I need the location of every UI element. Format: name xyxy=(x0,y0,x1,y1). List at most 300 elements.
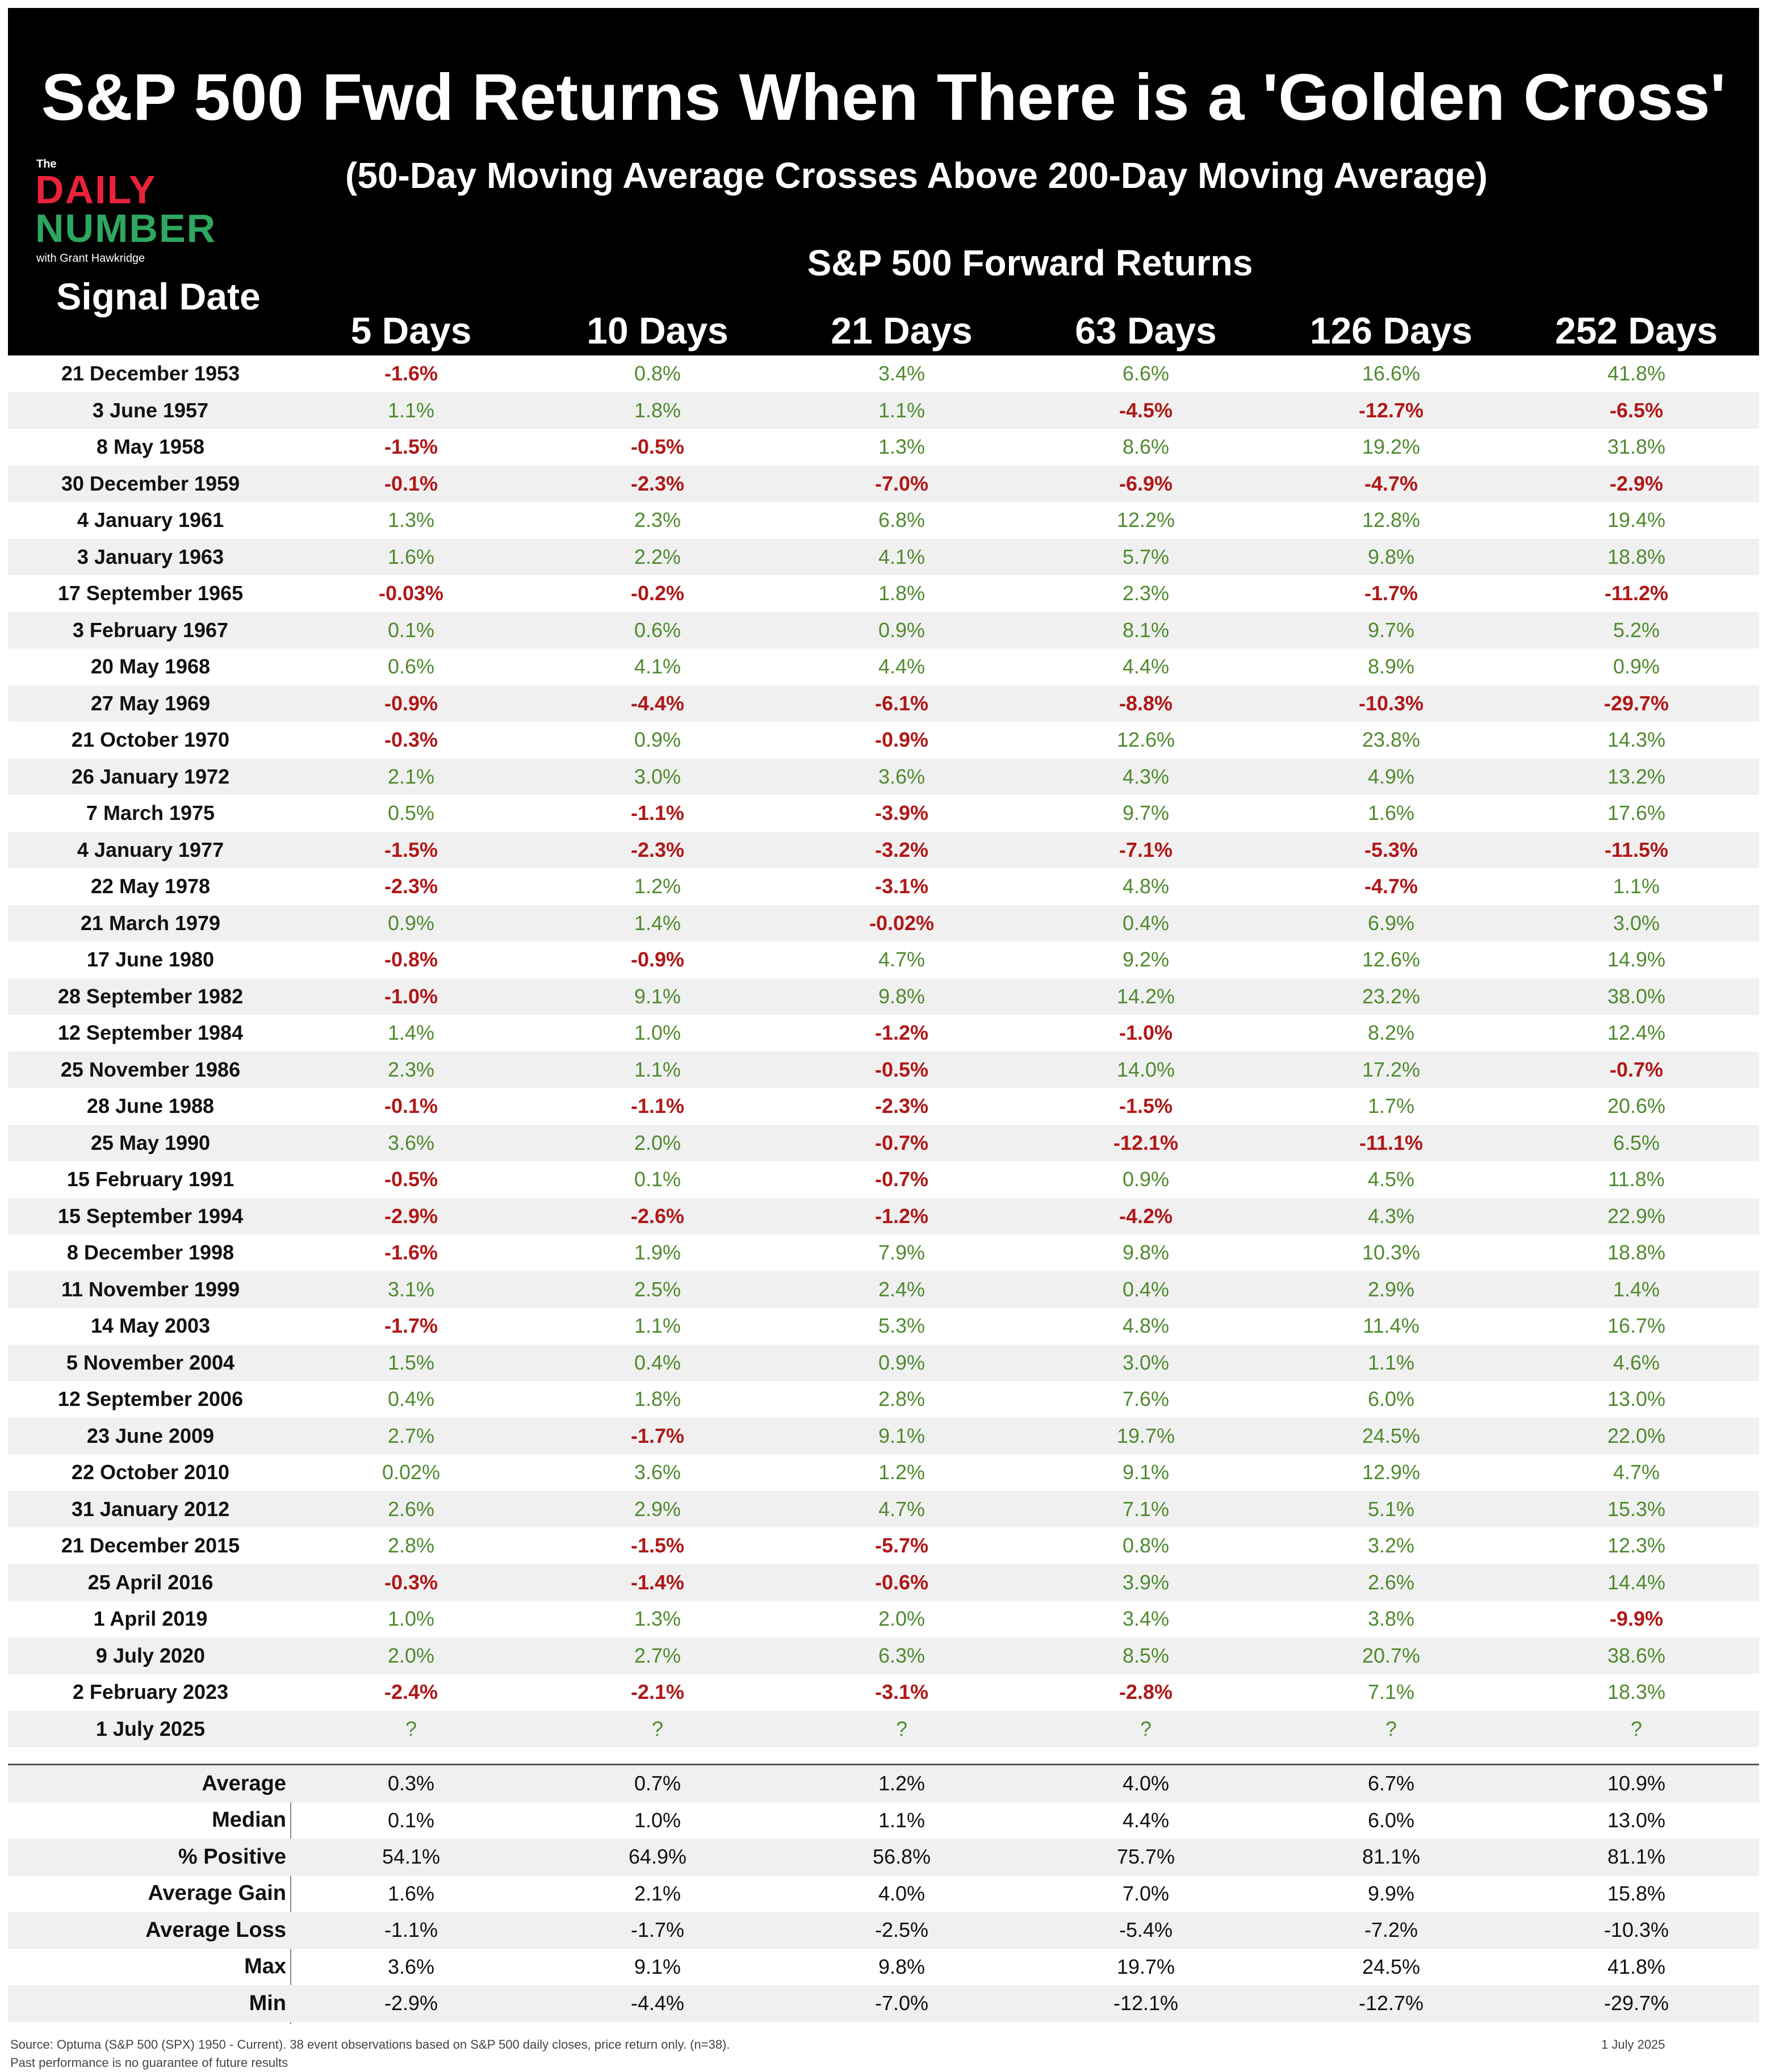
return-cell: 38.6% xyxy=(1607,1643,1666,1667)
signal-date-cell: 28 September 1982 xyxy=(57,984,244,1008)
return-cell: 2.0% xyxy=(634,1131,681,1154)
return-cell: 1.1% xyxy=(634,1314,681,1338)
forward-returns-title: S&P 500 Forward Returns xyxy=(807,242,1253,283)
return-cell: -2.1% xyxy=(630,1680,685,1704)
return-cell: 2.7% xyxy=(634,1643,681,1667)
return-cell: -4.5% xyxy=(1119,398,1173,422)
return-cell: 1.3% xyxy=(878,435,926,459)
signal-date-cell: 23 June 2009 xyxy=(86,1424,215,1447)
return-cell: 14.2% xyxy=(1116,984,1175,1008)
return-cell: 2.5% xyxy=(634,1277,681,1301)
return-cell: -6.1% xyxy=(874,691,929,715)
return-cell: 0.9% xyxy=(878,1350,926,1374)
return-cell: 0.4% xyxy=(387,1387,435,1411)
return-cell: 14.0% xyxy=(1116,1057,1175,1081)
return-cell: -3.9% xyxy=(874,801,929,825)
return-cell: -0.03% xyxy=(378,581,444,605)
return-cell: -29.7% xyxy=(1603,691,1669,715)
return-cell: 3.6% xyxy=(387,1131,435,1154)
return-cell: -1.6% xyxy=(384,362,438,386)
return-cell: -9.9% xyxy=(1609,1607,1664,1631)
table-row xyxy=(8,355,1759,392)
stats-value: 13.0% xyxy=(1607,1808,1666,1832)
signal-date-cell: 12 September 1984 xyxy=(57,1021,244,1045)
return-cell: 1.2% xyxy=(634,874,681,898)
return-cell: -10.3% xyxy=(1358,691,1424,715)
return-cell: 11.4% xyxy=(1363,1314,1420,1338)
table-row xyxy=(8,502,1759,539)
return-cell: -2.4% xyxy=(384,1680,438,1704)
return-cell: 7.1% xyxy=(1367,1680,1415,1704)
table-row xyxy=(8,1015,1759,1052)
return-cell: 8.5% xyxy=(1122,1643,1170,1667)
table-row xyxy=(8,722,1759,759)
return-cell: 3.6% xyxy=(878,764,926,788)
signal-date-cell: 4 January 1977 xyxy=(77,838,224,861)
return-cell: 9.2% xyxy=(1122,948,1170,972)
return-cell: 1.2% xyxy=(878,1460,926,1484)
table-row xyxy=(8,795,1759,832)
return-cell: 4.6% xyxy=(1613,1350,1660,1374)
column-header: 252 Days xyxy=(1555,309,1718,351)
table-row xyxy=(8,1711,1759,1748)
return-cell: 4.7% xyxy=(1613,1460,1660,1484)
return-cell: -1.2% xyxy=(874,1021,929,1045)
return-cell: 18.3% xyxy=(1607,1680,1666,1704)
return-cell: -4.4% xyxy=(630,691,685,715)
return-cell: 23.2% xyxy=(1362,984,1421,1008)
signal-date-cell: 20 May 1968 xyxy=(90,655,211,679)
return-cell: 14.3% xyxy=(1607,728,1666,752)
signal-date-cell: 3 February 1967 xyxy=(72,618,229,642)
signal-date-cell: 1 July 2025 xyxy=(95,1717,206,1740)
return-cell: 0.4% xyxy=(1122,1277,1170,1301)
stats-row xyxy=(8,1985,1759,2022)
return-cell: -2.3% xyxy=(630,471,685,495)
return-cell: -12.7% xyxy=(1358,398,1424,422)
return-cell: 1.1% xyxy=(634,1057,681,1081)
return-cell: 4.5% xyxy=(1367,1167,1415,1191)
return-cell: 4.7% xyxy=(878,1497,926,1521)
return-cell: 4.7% xyxy=(878,948,926,972)
stats-value: -1.1% xyxy=(384,1918,438,1942)
table-row xyxy=(8,1125,1759,1162)
signal-date-cell: 3 January 1963 xyxy=(77,545,224,568)
return-cell: -0.9% xyxy=(874,728,929,752)
footer-source: Source: Optuma (S&P 500 (SPX) 1950 - Current). 38 event observations based on S&P 500 daily closes, price return only. (n=38). xyxy=(10,2037,730,2052)
return-cell: 2.6% xyxy=(1367,1570,1415,1594)
stats-value: -1.7% xyxy=(630,1918,685,1942)
return-cell: 17.6% xyxy=(1607,801,1666,825)
return-cell: 9.8% xyxy=(878,984,926,1008)
return-cell: 0.8% xyxy=(1122,1534,1170,1558)
stats-label: Median xyxy=(212,1808,286,1832)
return-cell: 3.6% xyxy=(634,1460,681,1484)
signal-date-cell: 21 December 2015 xyxy=(61,1534,240,1558)
return-cell: -3.1% xyxy=(874,874,929,898)
stats-value: 75.7% xyxy=(1116,1845,1175,1869)
signal-date-cell: 12 September 2006 xyxy=(57,1387,244,1411)
stats-row xyxy=(8,1912,1759,1949)
return-cell: -0.5% xyxy=(630,435,685,459)
return-cell: 4.4% xyxy=(878,655,926,679)
return-cell: 3.4% xyxy=(1122,1607,1170,1631)
return-cell: 4.8% xyxy=(1122,1314,1170,1338)
return-cell: 3.0% xyxy=(1122,1350,1170,1374)
stats-label: Min xyxy=(249,1991,286,2015)
stats-value: 10.9% xyxy=(1607,1772,1666,1795)
return-cell: -2.3% xyxy=(630,838,685,861)
table-row xyxy=(8,1564,1759,1601)
table-row xyxy=(8,1198,1759,1235)
return-cell: 1.0% xyxy=(387,1607,435,1631)
column-header: 10 Days xyxy=(587,309,728,351)
return-cell: 2.7% xyxy=(387,1424,435,1447)
return-cell: 19.4% xyxy=(1607,508,1666,532)
return-cell: 0.9% xyxy=(1122,1167,1170,1191)
return-cell: -0.02% xyxy=(869,911,935,935)
stats-value: -2.9% xyxy=(384,1991,438,2015)
return-cell: -0.9% xyxy=(630,948,685,972)
return-cell: -11.2% xyxy=(1604,581,1669,605)
return-cell: 22.9% xyxy=(1607,1204,1666,1228)
stats-value: 4.4% xyxy=(1122,1808,1170,1832)
return-cell: 1.3% xyxy=(634,1607,681,1631)
table-row xyxy=(8,1601,1759,1638)
return-cell: -4.2% xyxy=(1119,1204,1173,1228)
return-cell: ? xyxy=(651,1717,664,1740)
signal-date-cell: 2 February 2023 xyxy=(72,1680,229,1704)
return-cell: -0.3% xyxy=(384,728,438,752)
return-cell: 3.0% xyxy=(1613,911,1660,935)
return-cell: 8.6% xyxy=(1122,435,1170,459)
table-row xyxy=(8,392,1759,429)
return-cell: 0.02% xyxy=(382,1460,441,1484)
signal-date-cell: 4 January 1961 xyxy=(77,508,224,532)
logo-with: with Grant Hawkridge xyxy=(36,252,145,265)
return-cell: -1.5% xyxy=(630,1534,685,1558)
return-cell: -0.9% xyxy=(384,691,438,715)
return-cell: 1.4% xyxy=(387,1021,435,1045)
return-cell: 18.8% xyxy=(1607,1241,1666,1265)
return-cell: 19.2% xyxy=(1362,435,1421,459)
return-cell: 1.8% xyxy=(634,398,681,422)
stats-value: 6.7% xyxy=(1367,1772,1415,1795)
return-cell: 2.8% xyxy=(387,1534,435,1558)
return-cell: -3.1% xyxy=(874,1680,929,1704)
table-row xyxy=(8,612,1759,649)
return-cell: -4.7% xyxy=(1364,874,1418,898)
return-cell: 2.9% xyxy=(1367,1277,1415,1301)
return-cell: 16.6% xyxy=(1362,362,1421,386)
stats-value: 81.1% xyxy=(1607,1845,1666,1869)
return-cell: -1.5% xyxy=(384,435,438,459)
return-cell: 1.4% xyxy=(1613,1277,1660,1301)
footer-disclaimer: Past performance is no guarantee of future results xyxy=(10,2056,288,2070)
signal-date-cell: 17 September 1965 xyxy=(57,581,244,605)
return-cell: ? xyxy=(1140,1717,1152,1740)
signal-date-cell: 21 October 1970 xyxy=(71,728,230,752)
stats-row xyxy=(8,1765,1759,1802)
stats-value: -12.7% xyxy=(1358,1991,1424,2015)
stats-value: 41.8% xyxy=(1607,1954,1666,1978)
return-cell: 2.3% xyxy=(1122,581,1170,605)
return-cell: 8.2% xyxy=(1367,1021,1415,1045)
return-cell: 6.5% xyxy=(1613,1131,1660,1154)
stats-label: % Positive xyxy=(178,1844,286,1869)
return-cell: 5.2% xyxy=(1613,618,1660,642)
return-cell: 6.9% xyxy=(1367,911,1415,935)
signal-date-cell: 8 May 1958 xyxy=(96,435,205,459)
stats-value: 9.9% xyxy=(1367,1881,1415,1905)
stats-value: 4.0% xyxy=(878,1881,926,1905)
return-cell: 9.1% xyxy=(878,1424,926,1447)
return-cell: 31.8% xyxy=(1607,435,1666,459)
table-row xyxy=(8,1381,1759,1418)
return-cell: 12.8% xyxy=(1362,508,1421,532)
signal-date-cell: 8 December 1998 xyxy=(66,1241,235,1265)
table-row xyxy=(8,1271,1759,1308)
return-cell: 0.6% xyxy=(387,655,435,679)
footer-date: 1 July 2025 xyxy=(1601,2037,1665,2052)
signal-date-cell: 25 November 1986 xyxy=(60,1057,241,1081)
table-row xyxy=(8,905,1759,942)
return-cell: -11.1% xyxy=(1359,1131,1423,1154)
return-cell: 1.8% xyxy=(634,1387,681,1411)
stats-label: Max xyxy=(244,1954,286,1979)
stats-value: 0.3% xyxy=(387,1772,435,1795)
return-cell: 7.6% xyxy=(1122,1387,1170,1411)
return-cell: 2.6% xyxy=(387,1497,435,1521)
stats-value: 64.9% xyxy=(628,1845,687,1869)
signal-date-cell: 15 September 1994 xyxy=(57,1204,244,1228)
signal-date-cell: 3 June 1957 xyxy=(92,398,209,422)
return-cell: 2.0% xyxy=(878,1607,926,1631)
page-subtitle: (50-Day Moving Average Crosses Above 200-Day Moving Average) xyxy=(345,155,1488,196)
return-cell: 13.0% xyxy=(1607,1387,1666,1411)
return-cell: -8.8% xyxy=(1119,691,1173,715)
stats-value: 15.8% xyxy=(1607,1881,1666,1905)
stats-value: -29.7% xyxy=(1603,1991,1669,2015)
return-cell: 2.9% xyxy=(634,1497,681,1521)
signal-date-cell: 31 January 2012 xyxy=(71,1497,230,1521)
return-cell: 12.3% xyxy=(1607,1534,1666,1558)
return-cell: 2.1% xyxy=(387,764,435,788)
stats-value: 1.6% xyxy=(387,1881,435,1905)
stats-value: 81.1% xyxy=(1362,1845,1421,1869)
return-cell: 16.7% xyxy=(1607,1314,1666,1338)
return-cell: 12.2% xyxy=(1116,508,1175,532)
return-cell: 3.4% xyxy=(878,362,926,386)
return-cell: 0.9% xyxy=(1613,655,1660,679)
return-cell: -1.2% xyxy=(874,1204,929,1228)
table-row xyxy=(8,539,1759,576)
return-cell: 0.9% xyxy=(634,728,681,752)
stats-value: -12.1% xyxy=(1113,1991,1179,2015)
return-cell: 3.0% xyxy=(634,764,681,788)
return-cell: 4.4% xyxy=(1122,655,1170,679)
stats-row xyxy=(8,1949,1759,1986)
return-cell: 13.2% xyxy=(1607,764,1666,788)
table-row xyxy=(8,1308,1759,1345)
stats-value: 4.0% xyxy=(1122,1772,1170,1795)
return-cell: -1.1% xyxy=(630,801,685,825)
return-cell: 10.3% xyxy=(1362,1241,1421,1265)
stats-label: Average xyxy=(202,1771,286,1795)
signal-date-cell: 22 May 1978 xyxy=(90,874,211,898)
stats-value: 7.0% xyxy=(1122,1881,1170,1905)
return-cell: 3.8% xyxy=(1367,1607,1415,1631)
return-cell: 5.3% xyxy=(878,1314,926,1338)
return-cell: 3.9% xyxy=(1122,1570,1170,1594)
table-row xyxy=(8,1418,1759,1455)
return-cell: -2.6% xyxy=(630,1204,685,1228)
stats-value: 6.0% xyxy=(1367,1808,1415,1832)
return-cell: 4.3% xyxy=(1367,1204,1415,1228)
return-cell: 12.9% xyxy=(1362,1460,1421,1484)
return-cell: 1.1% xyxy=(1367,1350,1415,1374)
return-cell: -1.6% xyxy=(384,1241,438,1265)
signal-date-cell: 21 March 1979 xyxy=(80,911,221,935)
table-row xyxy=(8,685,1759,722)
return-cell: 1.0% xyxy=(634,1021,681,1045)
stats-value: 9.8% xyxy=(878,1954,926,1978)
return-cell: 0.1% xyxy=(634,1167,681,1191)
column-header: 21 Days xyxy=(831,309,973,351)
return-cell: 1.9% xyxy=(634,1241,681,1265)
return-cell: 1.4% xyxy=(634,911,681,935)
return-cell: 11.8% xyxy=(1608,1167,1665,1191)
table-row xyxy=(8,1345,1759,1382)
return-cell: 0.9% xyxy=(387,911,435,935)
return-cell: ? xyxy=(1630,1717,1643,1740)
return-cell: -1.7% xyxy=(384,1314,438,1338)
stats-value: 9.1% xyxy=(634,1954,681,1978)
stats-row xyxy=(8,1839,1759,1876)
stats-row xyxy=(8,1876,1759,1912)
return-cell: 9.7% xyxy=(1122,801,1170,825)
return-cell: 7.1% xyxy=(1122,1497,1170,1521)
return-cell: 23.8% xyxy=(1362,728,1421,752)
return-cell: 20.6% xyxy=(1607,1094,1666,1118)
return-cell: 2.8% xyxy=(878,1387,926,1411)
table-row xyxy=(8,1674,1759,1711)
table-row xyxy=(8,466,1759,503)
return-cell: 14.9% xyxy=(1607,948,1666,972)
return-cell: -5.3% xyxy=(1364,838,1418,861)
stats-label: Average Gain xyxy=(148,1881,286,1906)
return-cell: 6.6% xyxy=(1122,362,1170,386)
stats-value: -7.0% xyxy=(874,1991,929,2015)
stats-value: 24.5% xyxy=(1362,1954,1421,1978)
table-row xyxy=(8,1088,1759,1125)
stats-value: 0.7% xyxy=(634,1772,681,1795)
return-cell: 19.7% xyxy=(1116,1424,1175,1447)
return-cell: -1.5% xyxy=(1119,1094,1173,1118)
return-cell: 20.7% xyxy=(1362,1643,1421,1667)
signal-date-header: Signal Date xyxy=(56,275,261,317)
logo-number: NUMBER xyxy=(35,206,217,250)
return-cell: 1.1% xyxy=(1613,874,1660,898)
return-cell: -3.2% xyxy=(874,838,929,861)
return-cell: 2.2% xyxy=(634,545,681,568)
return-cell: 17.2% xyxy=(1362,1057,1421,1081)
signal-date-cell: 25 April 2016 xyxy=(87,1570,213,1594)
return-cell: 14.4% xyxy=(1607,1570,1666,1594)
return-cell: -0.6% xyxy=(874,1570,929,1594)
return-cell: 7.9% xyxy=(878,1241,926,1265)
logo-daily: DAILY xyxy=(35,168,157,212)
stats-value: 1.2% xyxy=(878,1772,926,1795)
return-cell: 4.3% xyxy=(1122,764,1170,788)
table-row xyxy=(8,429,1759,466)
return-cell: 4.1% xyxy=(878,545,926,568)
return-cell: -0.1% xyxy=(384,1094,438,1118)
return-cell: 4.1% xyxy=(634,655,681,679)
stats-value: -5.4% xyxy=(1119,1918,1173,1942)
stats-value: 2.1% xyxy=(634,1881,681,1905)
return-cell: 0.6% xyxy=(634,618,681,642)
return-cell: -7.1% xyxy=(1119,838,1173,861)
signal-date-cell: 1 April 2019 xyxy=(93,1607,208,1631)
page-title: S&P 500 Fwd Returns When There is a 'Golden Cross' xyxy=(41,60,1726,134)
return-cell: 4.8% xyxy=(1122,874,1170,898)
column-header: 126 Days xyxy=(1309,309,1473,351)
return-cell: 6.0% xyxy=(1367,1387,1415,1411)
return-cell: -1.7% xyxy=(1364,581,1418,605)
return-cell: -12.1% xyxy=(1113,1131,1179,1154)
return-cell: -0.2% xyxy=(630,581,685,605)
return-cell: 5.1% xyxy=(1367,1497,1415,1521)
stats-value: 1.0% xyxy=(634,1808,681,1832)
table-row xyxy=(8,868,1759,905)
return-cell: 1.1% xyxy=(878,398,926,422)
return-cell: 2.0% xyxy=(387,1643,435,1667)
signal-date-cell: 28 June 1988 xyxy=(86,1094,215,1118)
return-cell: -2.9% xyxy=(384,1204,438,1228)
return-cell: -4.7% xyxy=(1364,471,1418,495)
return-cell: -5.7% xyxy=(874,1534,929,1558)
return-cell: ? xyxy=(1385,1717,1397,1740)
return-cell: 0.5% xyxy=(387,801,435,825)
return-cell: 5.7% xyxy=(1122,545,1170,568)
signal-date-cell: 26 January 1972 xyxy=(71,764,230,788)
table-row xyxy=(8,648,1759,685)
return-cell: 4.9% xyxy=(1367,764,1415,788)
stats-value: -10.3% xyxy=(1603,1918,1669,1942)
return-cell: 2.3% xyxy=(387,1057,435,1081)
return-cell: 1.1% xyxy=(387,398,435,422)
return-cell: 2.3% xyxy=(634,508,681,532)
return-cell: 9.8% xyxy=(1122,1241,1170,1265)
return-cell: 18.8% xyxy=(1607,545,1666,568)
table-row xyxy=(8,1234,1759,1271)
return-cell: 1.3% xyxy=(387,508,435,532)
return-cell: 8.1% xyxy=(1122,618,1170,642)
return-cell: 12.6% xyxy=(1116,728,1175,752)
logo-the: The xyxy=(36,158,57,170)
return-cell: -2.8% xyxy=(1119,1680,1173,1704)
return-cell: 0.4% xyxy=(1122,911,1170,935)
stats-value: 54.1% xyxy=(382,1845,441,1869)
return-cell: -0.7% xyxy=(874,1131,929,1154)
return-cell: ? xyxy=(405,1717,417,1740)
table-row xyxy=(8,978,1759,1015)
return-cell: -1.4% xyxy=(630,1570,685,1594)
table-row xyxy=(8,1527,1759,1564)
return-cell: -11.5% xyxy=(1604,838,1669,861)
return-cell: -0.8% xyxy=(384,948,438,972)
